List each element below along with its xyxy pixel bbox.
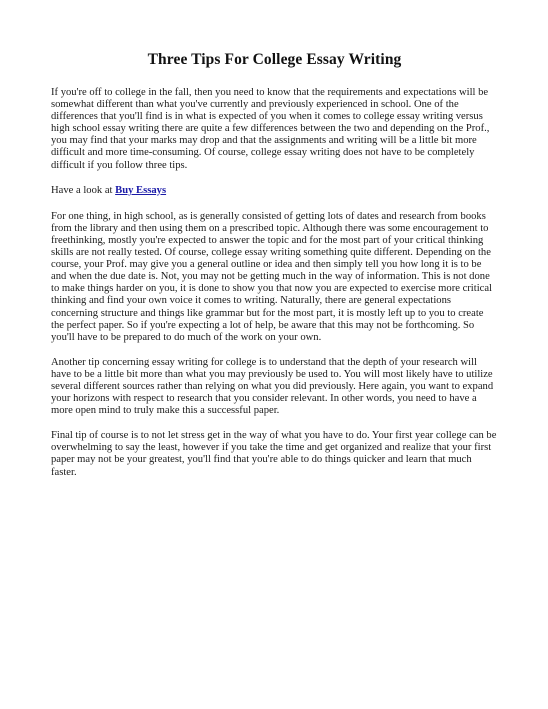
have-a-look-prefix: Have a look at (51, 184, 116, 196)
have-a-look-line (51, 185, 498, 197)
paragraph-stress: Final tip of course is to not let stress get in the way of what you have to do. Your first year college can be overwhelming to say the least, however if you take the time and get organized and realize that your first paper may not be your greatest, you'll find that you're able to do things quicker and learn that much faster. (51, 430, 497, 478)
paragraph-intro: If you're off to college in the fall, then you need to know that the requirements and expectations will be somewhat different than what you've currently and previously experienced in school. One of the differences that you'll find is in what is expected of you when it comes to college essay writing versus high school essay writing there are quite a few differences between the two and depending on the Prof., you may find that your marks may drop and that the assignments and writing will be a little bit more difficult and more time-consuming. Of course, college essay writing does not have to be completely difficult if you follow three tips. (51, 87, 490, 171)
document-page (51, 51, 498, 492)
buy-essays-link[interactable]: Buy Essays (115, 184, 167, 196)
document-title: Three Tips For College Essay Writing (147, 51, 402, 68)
paragraph-high-school: For one thing, in high school, as is generally consisted of getting lots of dates and research from books from the library and then using them on a prescribed topic. Although there was some encouragement to freethinking, mostly you're expected to answer the topic and for the most part of your critical thinking skills are not really tested. Of course, college essay writing something quite different. Depending on the course, your Prof. may give you a general outline or idea and then simply tell you how long it is to be and when the due date is. Not, you may not be getting much in the way of information. This is not done to make things harder on you, it is done to show you that now you are expected to exercise more critical thinking and find your own voice it comes to writing. Naturally, there are general expectations concerning structure and things like grammar but for the most part, it is mostly left up to you to create the perfect paper. So if you're expecting a lot of help, be aware that this may not be forthcoming. So you'll have to be prepared to do much of the work on your own. (51, 210, 492, 343)
paragraph-research: Another tip concerning essay writing for college is to understand that the depth of your research will have to be a little bit more than what you may previously be used to. You will most likely have to utilize several different sources rather than relying on what you did previously. Here again, you want to expand your horizons with respect to research that you consider relevant. In other words, you need to have a more open mind to truly make this a successful paper. (51, 356, 494, 417)
